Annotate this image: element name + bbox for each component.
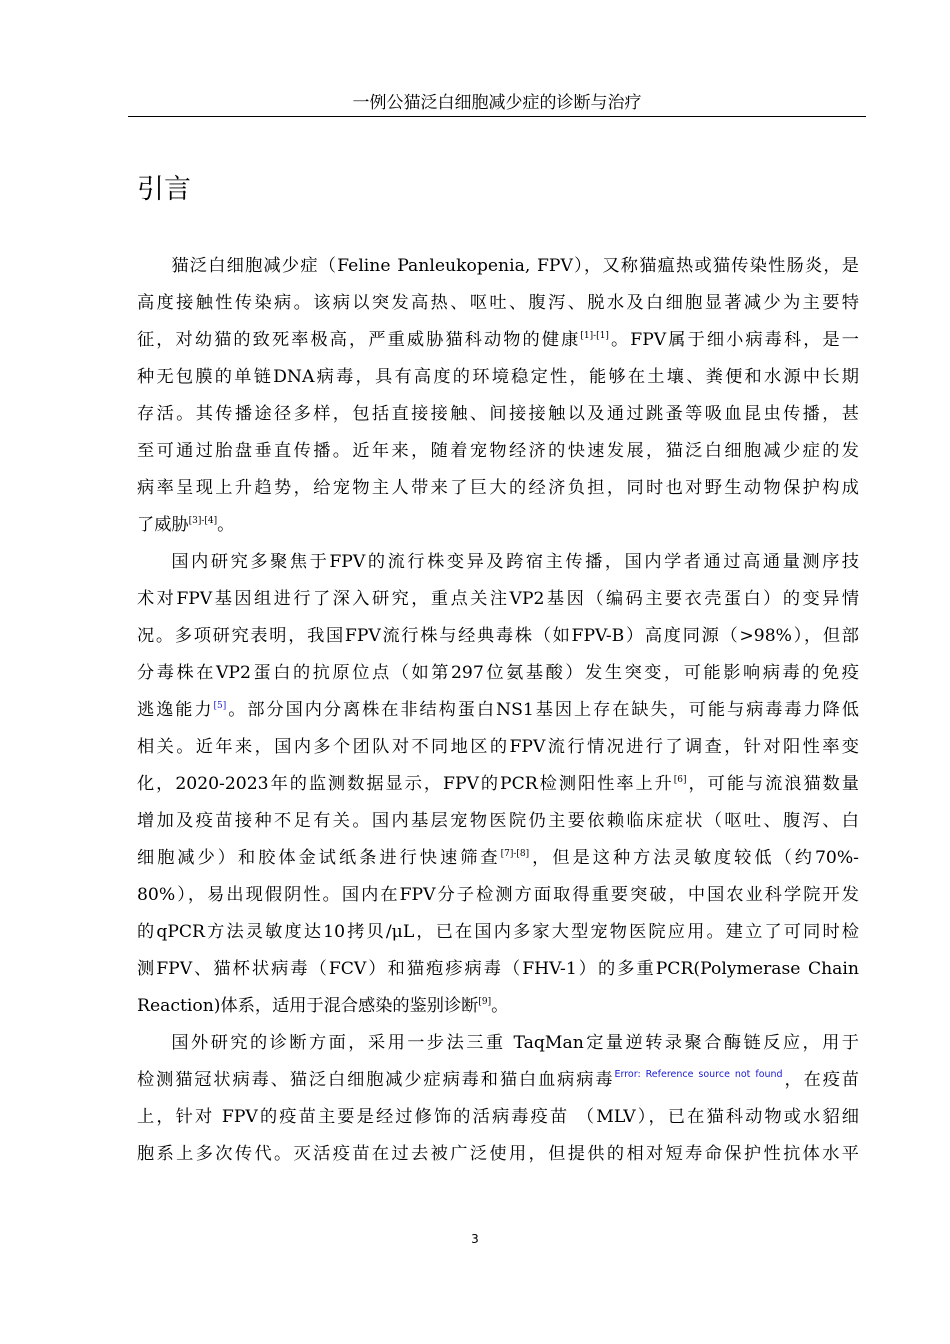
paragraph-line: 测FPV、猫杯状病毒（FCV）和猫疱疹病毒（FHV-1）的多重PCR(Polymerase Chain (137, 959, 859, 979)
citation[interactable]: [7]-[8] (500, 849, 530, 859)
citation[interactable]: [6] (673, 775, 687, 785)
running-header (128, 90, 866, 117)
paragraph-line: 胞系上多次传代。灭活疫苗在过去被广泛使用，但提供的相对短寿命保护性抗体水平 (137, 1144, 859, 1164)
paragraph-line: 细胞减少）和胶体金试纸条进行快速筛查[7]-[8]，但是这种方法灵敏度较低（约70%- (137, 848, 859, 868)
body-text (137, 248, 859, 1173)
paragraph-3 (137, 1025, 859, 1173)
paragraph-line: 至可通过胎盘垂直传播。近年来，随着宠物经济的快速发展，猫泛白细胞减少症的发 (137, 441, 859, 461)
citation-link[interactable]: [5] (213, 701, 227, 711)
running-header-title: 一例公猫泛白细胞减少症的诊断与治疗 (352, 93, 642, 113)
paragraph-line: 逃逸能力[5]。部分国内分离株在非结构蛋白NS1基因上存在缺失，可能与病毒毒力降低 (137, 700, 859, 720)
citation[interactable]: [1]-[1] (580, 331, 609, 341)
paragraph-line: 征，对幼猫的致死率极高，严重威胁猫科动物的健康[1]-[1]。FPV属于细小病毒科，是一 (137, 330, 859, 350)
reference-error-link[interactable]: Error: Reference source not found (614, 1069, 783, 1080)
paragraph-line: 国外研究的诊断方面，采用一步法三重 TaqMan定量逆转录聚合酶链反应，用于 (171, 1033, 859, 1053)
paragraph-line: 术对FPV基因组进行了深入研究，重点关注VP2基因（编码主要衣壳蛋白）的变异情 (137, 589, 859, 609)
citation[interactable]: [3]-[4] (188, 516, 218, 526)
paragraph-line: 相关。近年来，国内多个团队对不同地区的FPV流行情况进行了调查，针对阳性率变 (137, 737, 859, 757)
paragraph-line: 化，2020-2023年的监测数据显示，FPV的PCR检测阳性率上升[6]，可能与流浪猫数量 (137, 774, 859, 794)
paragraph-line: 种无包膜的单链DNA病毒，具有高度的环境稳定性，能够在土壤、粪便和水源中长期 (137, 367, 859, 387)
paragraph-line: 病率呈现上升趋势，给宠物主人带来了巨大的经济负担，同时也对野生动物保护构成 (137, 478, 859, 498)
paragraph-line: 存活。其传播途径多样，包括直接接触、间接接触以及通过跳蚤等吸血昆虫传播，甚 (137, 404, 859, 424)
paragraph-line: 检测猫冠状病毒、猫泛白细胞减少症病毒和猫白血病病毒$^{Error: Reference source not found}$，在疫苗 (137, 1069, 859, 1090)
citation[interactable]: [9] (478, 997, 492, 1007)
paragraph-2 (137, 544, 859, 1025)
section-heading: 引言 (137, 174, 191, 205)
paragraph-line: 国内研究多聚焦于FPV的流行株变异及跨宿主传播，国内学者通过高通量测序技 (171, 552, 859, 572)
paragraph-line: 的qPCR方法灵敏度达10拷贝/μL，已在国内多家大型宠物医院应用。建立了可同时检 (137, 922, 859, 942)
paragraph-line: 猫泛白细胞减少症（Feline Panleukopenia, FPV），又称猫瘟热或猫传染性肠炎，是 (171, 256, 859, 276)
paragraph-1 (137, 248, 859, 544)
paragraph-line: 增加及疫苗接种不足有关。国内基层宠物医院仍主要依赖临床症状（呕吐、腹泻、白 (137, 811, 859, 831)
page-number: 3 (471, 1232, 479, 1246)
paragraph-line: 80%），易出现假阴性。国内在FPV分子检测方面取得重要突破，中国农业科学院开发 (137, 885, 859, 905)
paragraph-line: Reaction)体系，适用于混合感染的鉴别诊断[9]。 (137, 996, 509, 1016)
paragraph-line: 上，针对 FPV的疫苗主要是经过修饰的活病毒疫苗 （MLV），已在猫科动物或水貂细 (137, 1107, 859, 1127)
paragraph-line: 了威胁[3]-[4]。 (137, 515, 235, 535)
paragraph-line: 分毒株在VP2蛋白的抗原位点（如第297位氨基酸）发生突变，可能影响病毒的免疫 (137, 663, 859, 683)
paragraph-line: 况。多项研究表明，我国FPV流行株与经典毒株（如FPV-B）高度同源（>98%），但部 (137, 626, 859, 646)
paragraph-line: 高度接触性传染病。该病以突发高热、呕吐、腹泻、脱水及白细胞显著减少为主要特 (137, 293, 859, 313)
